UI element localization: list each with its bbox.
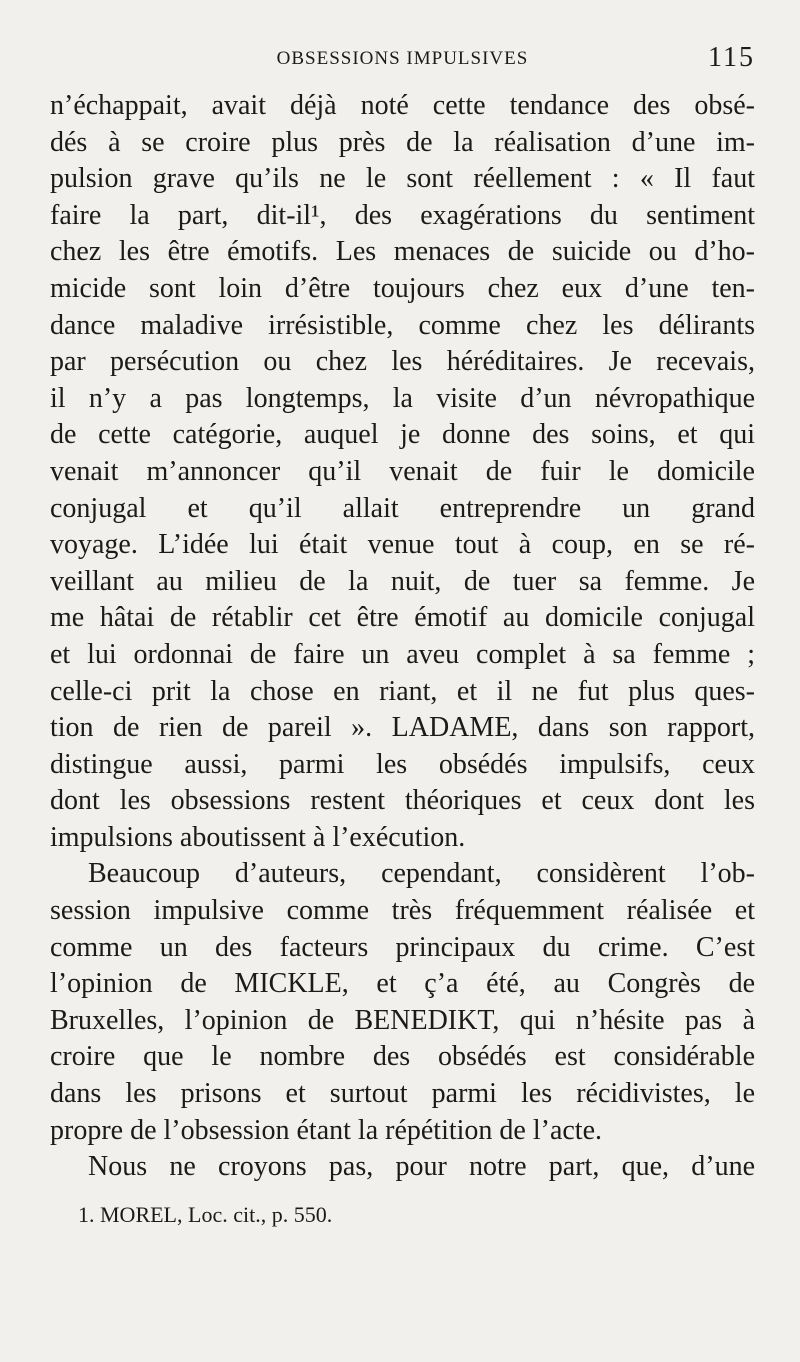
text-line: croire que le nombre des obsédés est considérable <box>50 1041 755 1073</box>
footnote: 1. MOREL, Loc. cit., p. 550. <box>78 1202 333 1227</box>
text-line: session impulsive comme très fréquemment réalisée et <box>50 895 755 927</box>
text-line: celle-ci prit la chose en riant, et il ne fut plus ques- <box>50 675 755 707</box>
text-line: propre de l’obsession étant la répétition de l’acte. <box>50 1114 603 1146</box>
text-line: n’échappait, avait déjà noté cette tendance des obsé- <box>50 90 755 121</box>
text-line: il n’y a pas longtemps, la visite d’un névropathique <box>50 382 755 414</box>
text-line: dont les obsessions restent théoriques et ceux dont les <box>50 785 755 817</box>
text-line: tion de rien de pareil ». LADAME, dans son rapport, <box>50 712 755 744</box>
text-line: me hâtai de rétablir cet être émotif au domicile conjugal <box>50 602 755 634</box>
text-line: impulsions aboutissent à l’exécution. <box>50 821 466 853</box>
text-line: dans les prisons et surtout parmi les récidivistes, le <box>50 1078 755 1110</box>
text-line: Beaucoup d’auteurs, cependant, considèrent l’ob- <box>88 858 755 890</box>
running-title: OBSESSIONS IMPULSIVES <box>276 48 529 69</box>
text-line: chez les être émotifs. Les menaces de suicide ou d’ho- <box>50 236 755 268</box>
text-line: de cette catégorie, auquel je donne des soins, et qui <box>50 419 755 451</box>
text-line: micide sont loin d’être toujours chez eux d’une ten- <box>50 272 755 304</box>
text-line: faire la part, dit-il¹, des exagérations du sentiment <box>50 199 755 231</box>
text-line: dance maladive irrésistible, comme chez les délirants <box>50 309 755 341</box>
text-line: distingue aussi, parmi les obsédés impulsifs, ceux <box>50 748 755 780</box>
text-line: dés à se croire plus près de la réalisation d’une im- <box>50 126 755 158</box>
text-line: conjugal et qu’il allait entreprendre un grand <box>50 492 755 524</box>
text-line: l’opinion de MICKLE, et ç’a été, au Congrès de <box>50 968 755 1000</box>
text-line: comme un des facteurs principaux du crime. C’est <box>50 931 755 963</box>
text-line: et lui ordonnai de faire un aveu complet à sa femme ; <box>50 638 755 670</box>
text-line: Nous ne croyons pas, pour notre part, que, d’une <box>88 1151 755 1183</box>
text-line: Bruxelles, l’opinion de BENEDIKT, qui n’hésite pas à <box>50 1004 755 1036</box>
text-line: pulsion grave qu’ils ne le sont réellement : « Il faut <box>50 163 755 195</box>
text-line: par persécution ou chez les héréditaires. Je recevais, <box>50 346 755 378</box>
page-number: 115 <box>708 42 755 73</box>
text-line: veillant au milieu de la nuit, de tuer sa femme. Je <box>50 565 755 597</box>
text-line: voyage. L’idée lui était venue tout à coup, en se ré- <box>50 529 755 561</box>
body-text <box>50 88 755 1186</box>
running-head <box>50 42 755 74</box>
text-line: venait m’annoncer qu’il venait de fuir le domicile <box>50 455 755 487</box>
